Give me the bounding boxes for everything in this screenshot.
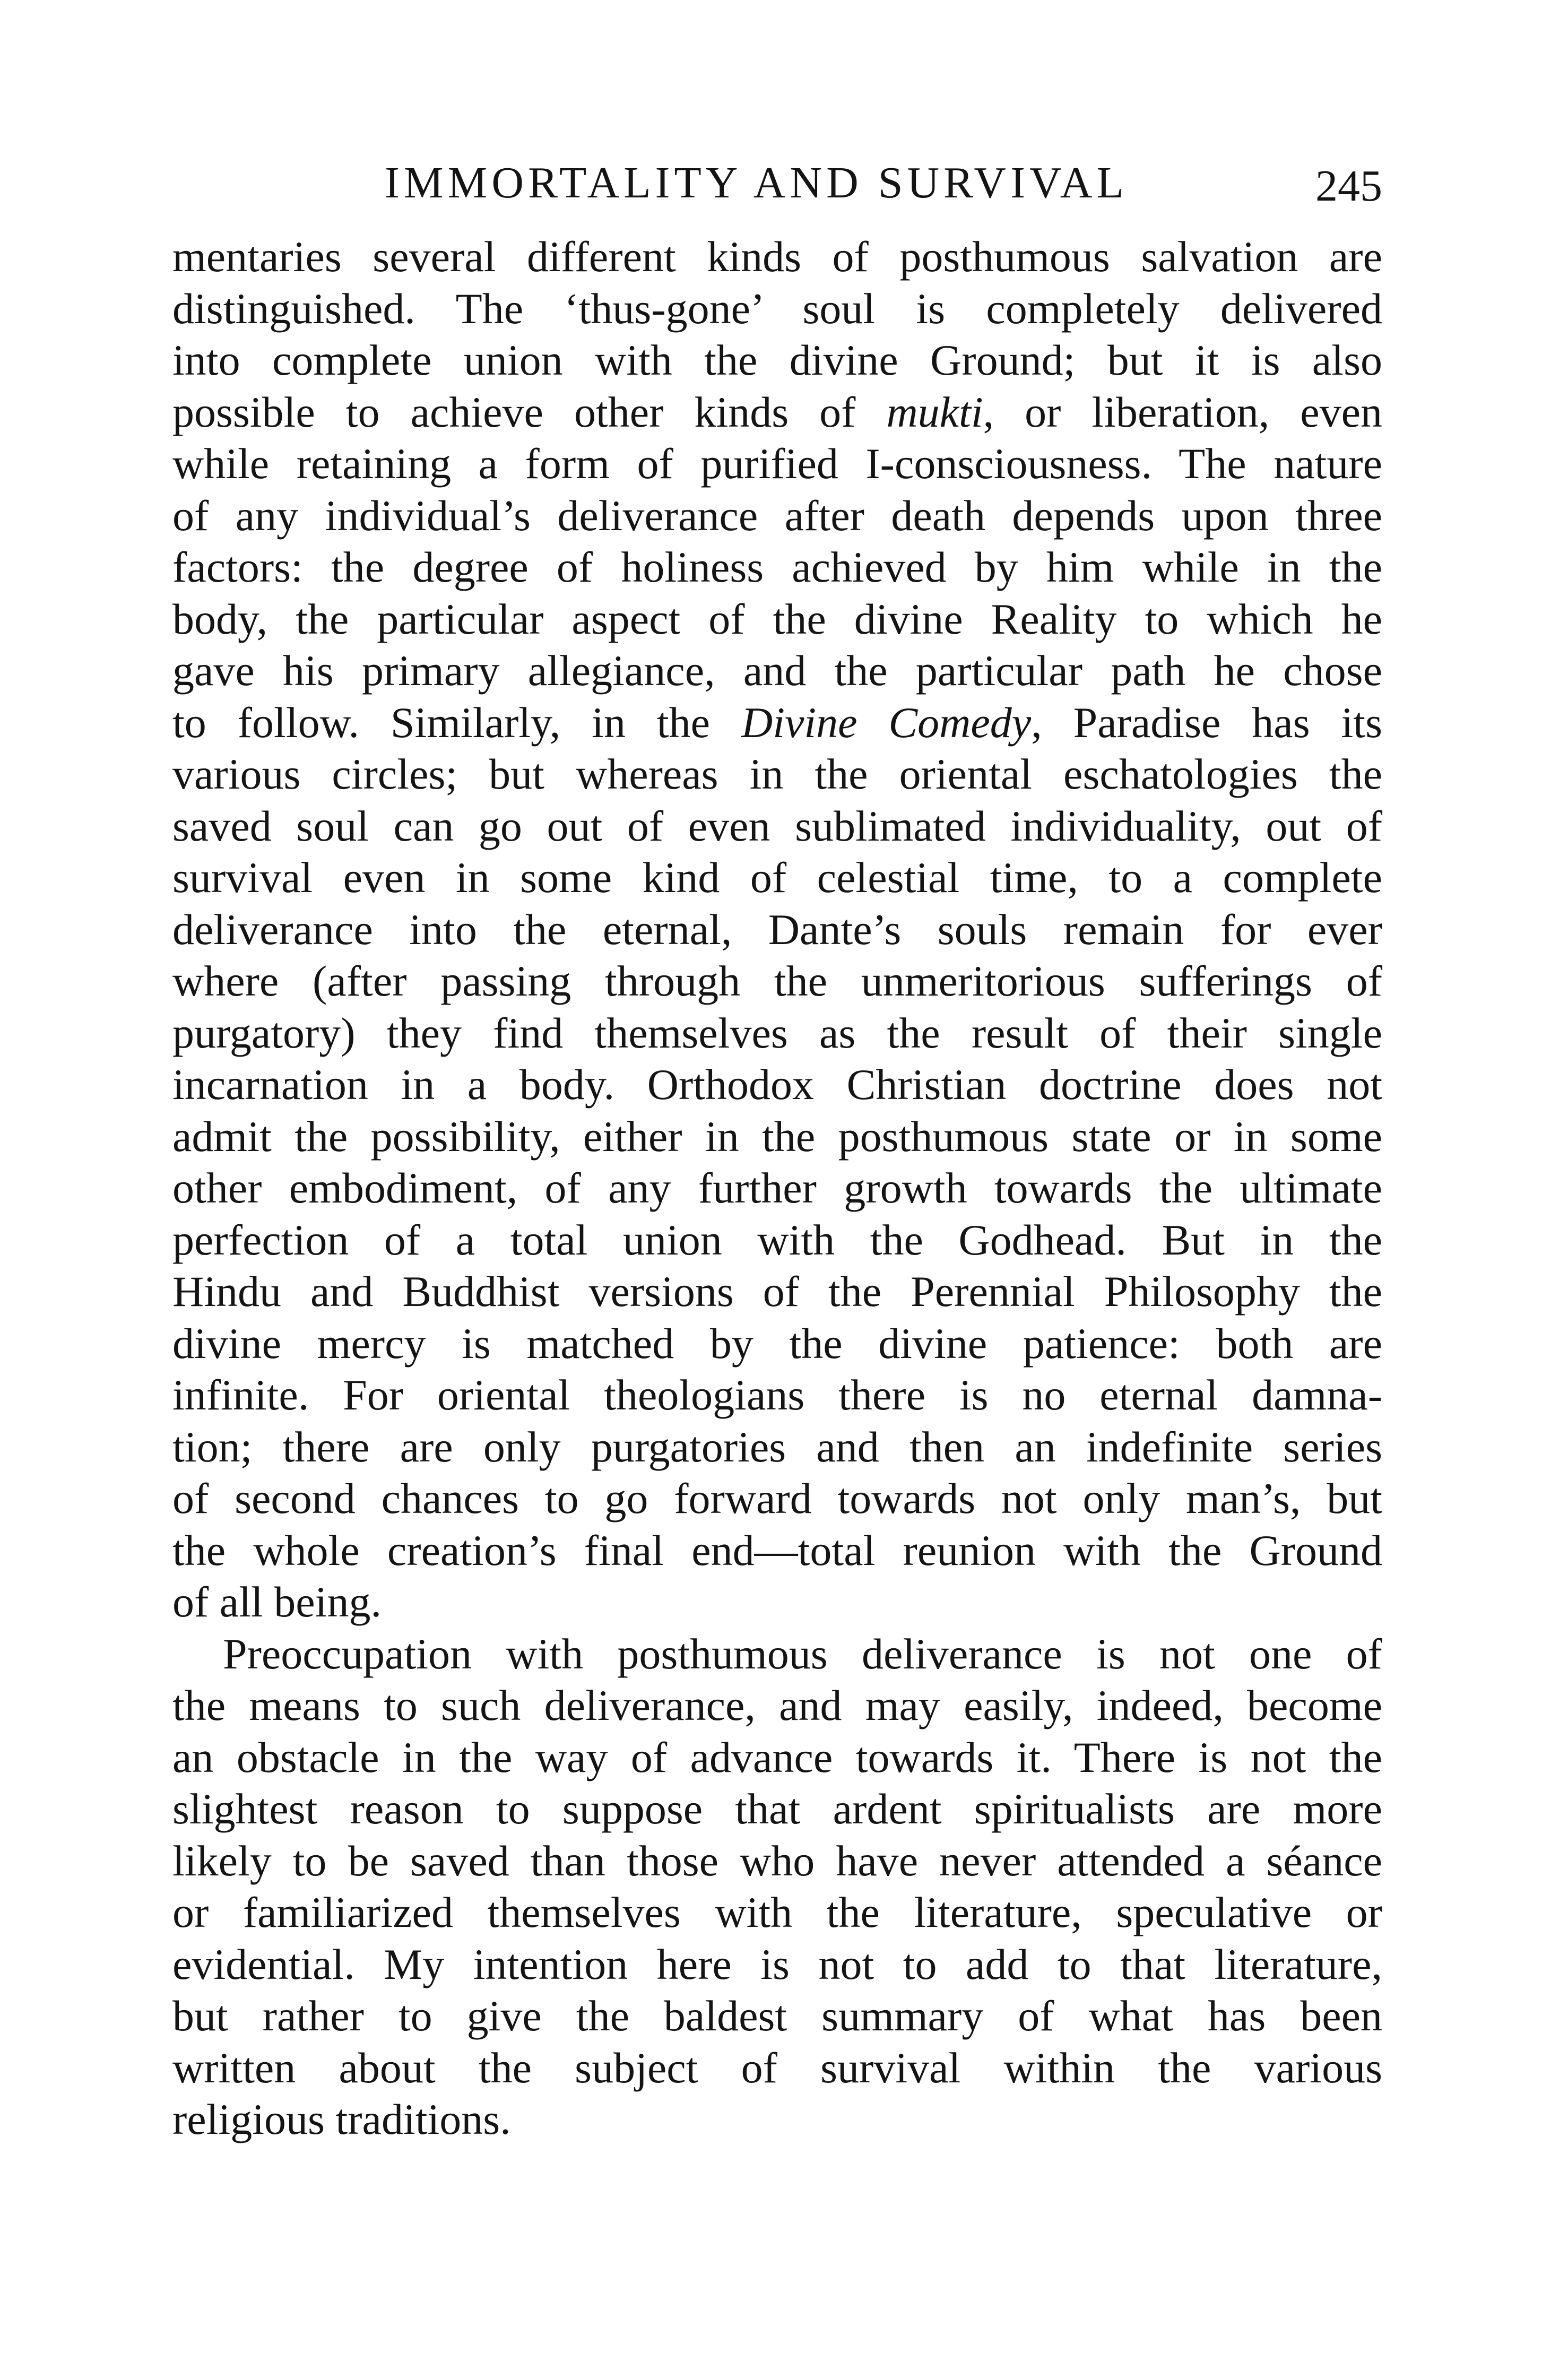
text-line: the means to such deliverance, and may easily, indeed, become (172, 1681, 1382, 1729)
text-line: while retaining a form of purified I-consciousness. The nature (172, 439, 1382, 488)
running-title: IMMORTALITY AND SURVIVAL (385, 158, 1128, 207)
text-line: mentaries several different kinds of posthumous salvation are (172, 232, 1382, 281)
text-line: various circles; but whereas in the oriental eschatologies the (172, 750, 1382, 798)
text-line: an obstacle in the way of advance towards it. There is not the (172, 1733, 1382, 1781)
text-line: gave his primary allegiance, and the particular path he chose (172, 646, 1382, 695)
text-line: of second chances to go forward towards not only man’s, but (172, 1474, 1382, 1523)
text-line: where (after passing through the unmeritorious sufferings of (172, 957, 1382, 1005)
text-line: perfection of a total union with the Godhead. But in the (172, 1215, 1382, 1264)
text-line: to follow. Similarly, in the Divine Comedy, Paradise has its (172, 698, 1383, 747)
text-line: incarnation in a body. Orthodox Christian doctrine does not (172, 1060, 1382, 1109)
text-line: Hindu and Buddhist versions of the Perennial Philosophy the (172, 1267, 1382, 1316)
text-line: divine mercy is matched by the divine patience: both are (172, 1319, 1382, 1368)
text-line: body, the particular aspect of the divine Reality to which he (172, 594, 1382, 643)
text-line: of any individual’s deliverance after death depends upon three (172, 491, 1382, 540)
text-line: likely to be saved than those who have never attended a séance (172, 1836, 1382, 1885)
text-line: written about the subject of survival within the various (172, 2043, 1382, 2092)
paragraph (172, 231, 1382, 1628)
text-line: factors: the degree of holiness achieved by him while in the (172, 543, 1382, 591)
text-line: Preoccupation with posthumous deliverance is not one of (223, 1629, 1382, 1678)
text-line: deliverance into the eternal, Dante’s souls remain for ever (172, 905, 1382, 954)
body-text (172, 231, 1382, 2146)
text-line: infinite. For oriental theologians there is no eternal damna- (172, 1371, 1382, 1419)
text-line: evidential. My intention here is not to add to that literature, (172, 1940, 1382, 1988)
text-line: or familiarized themselves with the literature, speculative or (172, 1888, 1382, 1936)
text-line: of all being. (172, 1578, 382, 1626)
text-line: slightest reason to suppose that ardent spiritualists are more (172, 1785, 1382, 1833)
text-line: possible to achieve other kinds of mukti, or liberation, even (172, 387, 1383, 436)
text-line: purgatory) they find themselves as the result of their single (172, 1008, 1382, 1057)
text-line: survival even in some kind of celestial time, to a complete (172, 853, 1382, 902)
text-line: into complete union with the divine Ground; but it is also (172, 336, 1382, 384)
text-line: saved soul can go out of even sublimated individuality, out of (172, 801, 1382, 850)
paragraph (172, 1628, 1382, 2146)
text-line: other embodiment, of any further growth towards the ultimate (172, 1164, 1382, 1212)
text-line: tion; there are only purgatories and then an indefinite series (172, 1422, 1382, 1471)
text-line: the whole creation’s final end—total reunion with the Ground (172, 1526, 1382, 1575)
text-line: but rather to give the baldest summary of what has been (172, 1992, 1382, 2040)
text-line: religious traditions. (172, 2095, 511, 2143)
text-line: admit the possibility, either in the posthumous state or in some (172, 1112, 1382, 1161)
text-line: distinguished. The ‘thus-gone’ soul is completely delivered (172, 284, 1382, 333)
page-number: 245 (1315, 161, 1382, 211)
running-head (172, 154, 1382, 212)
